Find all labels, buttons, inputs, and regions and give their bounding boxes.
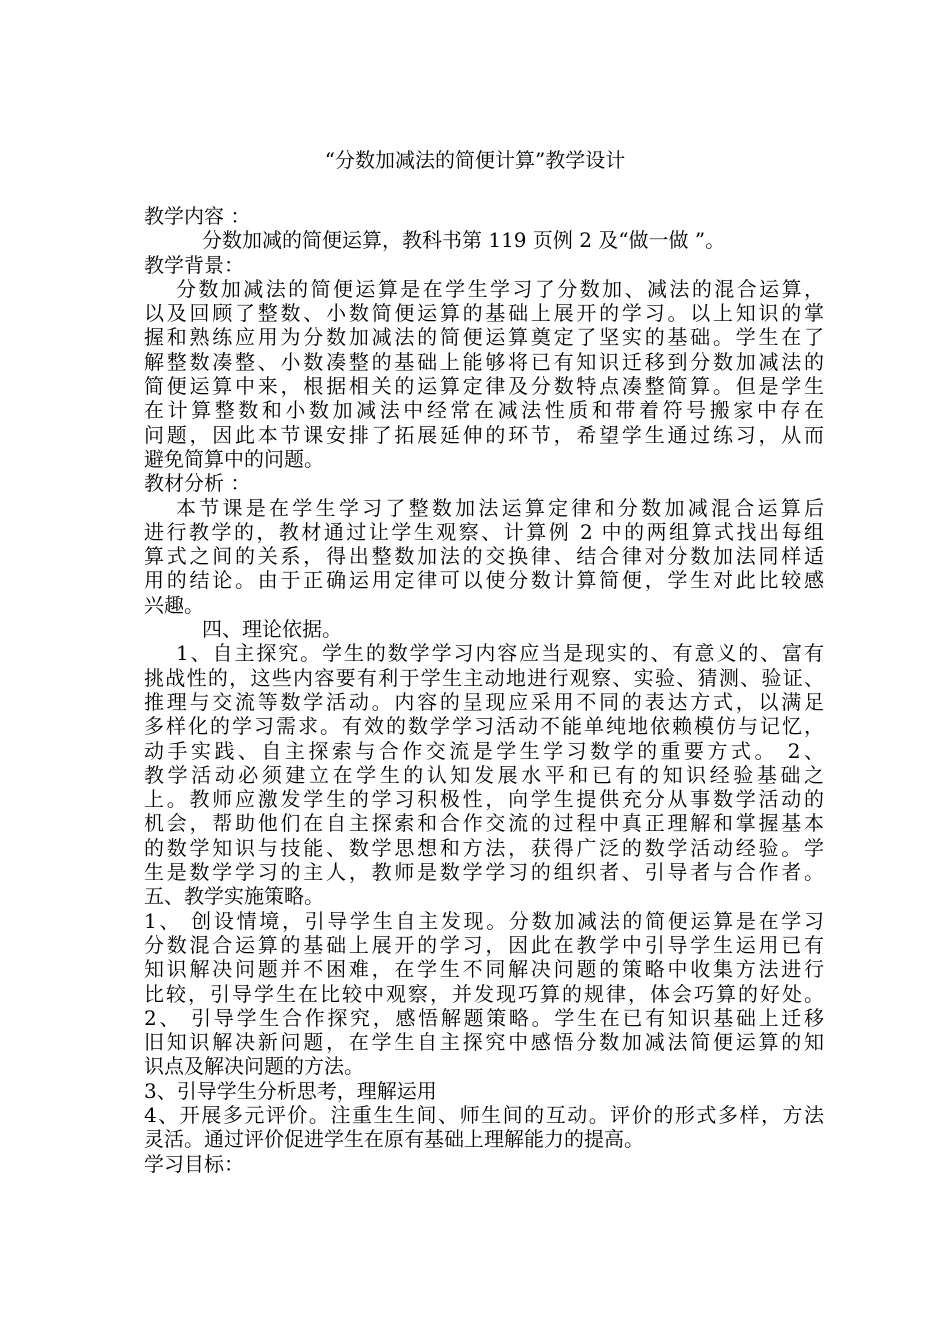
text-line: 1、自主探究。学生的数学学习内容应当是现实的、有意义的、富有 <box>176 641 824 666</box>
text-line: 灵活。通过评价促进学生在原有基础上理解能力的提高。 <box>144 1127 644 1152</box>
document-title: “分数加减法的简便计算”教学设计 <box>324 148 626 172</box>
text-line: 简便运算中来，根据相关的运算定律及分数特点凑整简算。但是学生 <box>144 374 824 399</box>
text-line: 五、教学实施策略。 <box>144 884 324 909</box>
text-line: 3、引导学生分析思考，理解运用 <box>144 1078 437 1103</box>
text-line: 旧知识解决新问题，在学生自主探究中感悟分数加减法简便运算的知 <box>144 1030 824 1055</box>
text-line: 问题，因此本节课安排了拓展延伸的环节，希望学生通过练习，从而 <box>144 422 824 447</box>
text-line: 知识解决问题并不困难，在学生不同解决问题的策略中收集方法进行 <box>144 957 824 982</box>
text-line: 动手实践、自主探索与合作交流是学生学习数学的重要方式。 2、 <box>144 738 824 763</box>
text-line: 进行教学的，教材通过让学生观察、计算例 2 中的两组算式找出每组 <box>144 519 824 544</box>
text-line: 在计算整数和小数加减法中经常在减法性质和带着符号搬家中存在 <box>144 398 824 423</box>
text-line: 2、 引导学生合作探究，感悟解题策略。学生在已有知识基础上迁移 <box>144 1005 824 1030</box>
text-line: 机会，帮助他们在自主探索和合作交流的过程中真正理解和掌握基本 <box>144 811 824 836</box>
text-line: 学习目标： <box>144 1151 244 1176</box>
text-line: 教学内容 ： <box>144 204 251 228</box>
text-line: 教学背景： <box>144 252 244 277</box>
text-line: 比较，引导学生在比较中观察，并发现巧算的规律，体会巧算的好处。 <box>144 981 824 1006</box>
text-line: 算式之间的关系，得出整数加法的交换律、结合律对分数加法同样适 <box>144 544 824 569</box>
text-line: 的数学知识与技能、数学思想和方法，获得广泛的数学活动经验。学 <box>144 835 824 860</box>
text-line: 1、 创设情境，引导学生自主发现。分数加减法的简便运算是在学习 <box>144 908 824 933</box>
text-line: 握和熟练应用为分数加减法的简便运算奠定了坚实的基础。学生在了 <box>144 325 824 350</box>
text-line: 生是数学学习的主人，教师是数学学习的组织者、引导者与合作者。 <box>144 860 824 885</box>
text-line: 上。教师应激发学生的学习积极性，向学生提供充分从事数学活动的 <box>144 787 824 812</box>
text-line: 解整数凑整、小数凑整的基础上能够将已有知识迁移到分数加减法的 <box>144 349 824 374</box>
text-line: 推理与交流等数学活动。内容的呈现应采用不同的表达方式，以满足 <box>144 689 824 714</box>
text-line: 本节课是在学生学习了整数加法运算定律和分数加减混合运算后 <box>176 495 824 520</box>
text-line: 兴趣。 <box>144 592 204 617</box>
document-body <box>144 204 824 1176</box>
text-line: 分数加减的简便运算，教科书第 119 页例 2 及“做一做 ”。 <box>202 228 726 253</box>
text-line: 分数加减法的简便运算是在学生学习了分数加、减法的混合运算， <box>176 276 824 301</box>
text-line: 识点及解决问题的方法。 <box>144 1054 364 1079</box>
text-line: 以及回顾了整数、小数简便运算的基础上展开的学习。以上知识的掌 <box>144 301 824 326</box>
text-line: 教材分析 ： <box>144 471 251 496</box>
text-line: 教学活动必须建立在学生的认知发展水平和已有的知识经验基础之 <box>144 762 824 787</box>
text-line: 四、理论依据。 <box>202 617 342 642</box>
text-line: 多样化的学习需求。有效的数学学习活动不能单纯地依赖模仿与记忆， <box>144 714 824 739</box>
text-line: 用的结论。由于正确运用定律可以使分数计算简便，学生对此比较感 <box>144 568 824 593</box>
text-line: 避免简算中的问题。 <box>144 446 324 471</box>
text-line: 4、开展多元评价。注重生生间、师生间的互动。评价的形式多样，方法 <box>144 1102 824 1127</box>
text-line: 挑战性的，这些内容要有利于学生主动地进行观察、实验、猜测、验证、 <box>144 665 824 690</box>
text-line: 分数混合运算的基础上展开的学习，因此在教学中引导学生运用已有 <box>144 932 824 957</box>
